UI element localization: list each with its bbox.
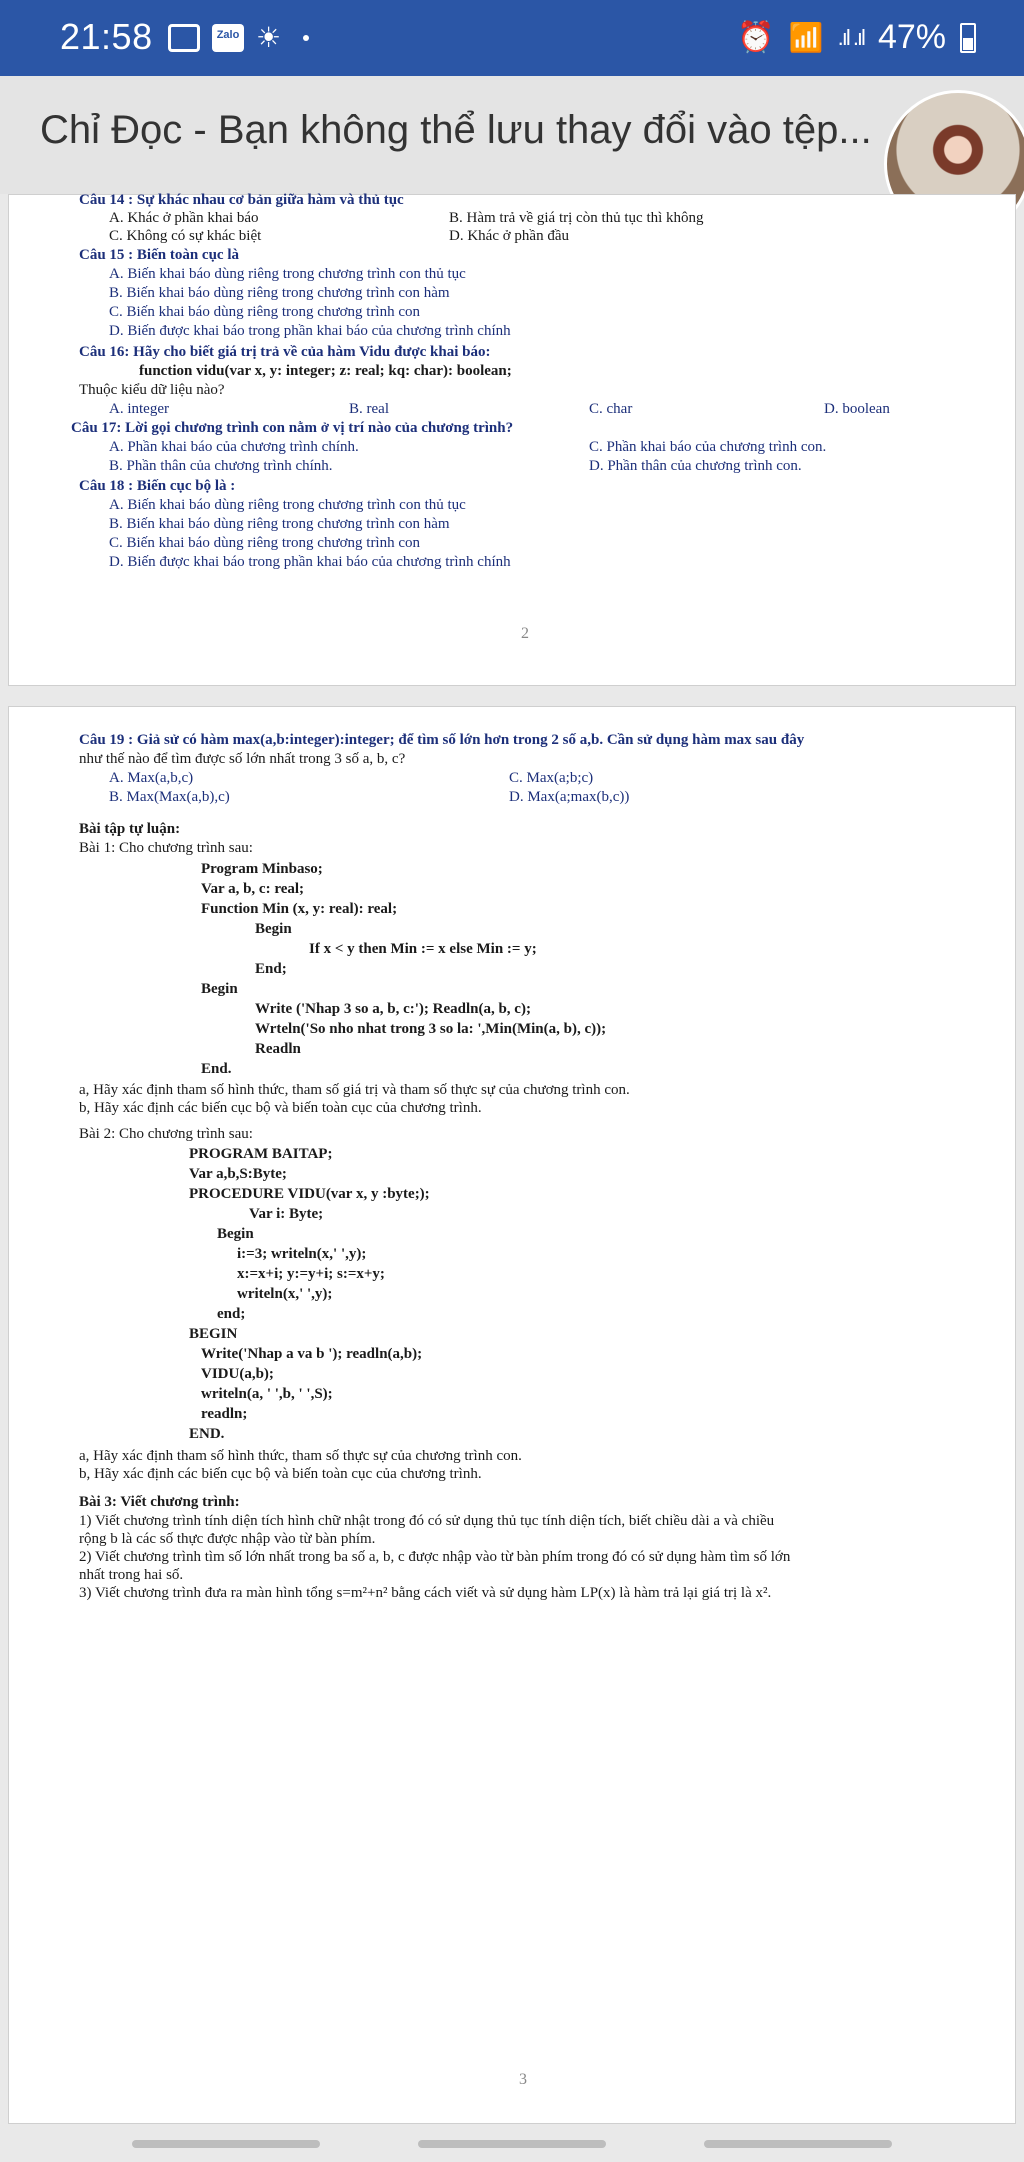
answer-option: C. Biến khai báo dùng riêng trong chương trình con (109, 535, 421, 551)
section-heading: Bài tập tự luận: (79, 821, 181, 837)
question-text: Câu 19 : Giả sử có hàm max(a,b:integer):integer; để tìm số lớn hơn trong 2 số a,b. Cần sử dụng hàm max sau đây (79, 732, 805, 748)
exercise-2-heading: Bài 2: Cho chương trình sau: (79, 1126, 253, 1142)
back-button[interactable] (704, 2140, 892, 2148)
answer-option: B. Hàm trả về giá trị còn thủ tục thì không (449, 210, 704, 226)
exercise-task: nhất trong hai số. (79, 1567, 184, 1583)
question-text: Thuộc kiểu dữ liệu nào? (79, 382, 225, 398)
exercise-task: rộng b là các số thực được nhập vào từ bàn phím. (79, 1531, 376, 1547)
recent-apps-button[interactable] (132, 2140, 320, 2148)
code-line: i:=3; writeln(x,' ',y); (237, 1246, 367, 1262)
answer-option: B. Phần thân của chương trình chính. (109, 458, 333, 474)
answer-option: C. char (589, 401, 633, 417)
code-line: end; (217, 1306, 246, 1322)
code-line: writeln(x,' ',y); (237, 1286, 333, 1302)
code-line: x:=x+i; y:=y+i; s:=x+y; (237, 1266, 385, 1282)
weather-icon: ☀ (256, 22, 282, 53)
question-15: Câu 15 : Biến toàn cục là (79, 247, 240, 263)
code-line: Program Minbaso; (201, 861, 323, 877)
document-title[interactable]: Chỉ Đọc - Bạn không thể lưu thay đổi vào tệp... (40, 108, 872, 152)
answer-option: D. boolean (824, 401, 890, 417)
exercise-3-heading: Bài 3: Viết chương trình: (79, 1494, 240, 1510)
page-number: 3 (519, 2071, 527, 2088)
zalo-icon: Zalo (212, 24, 244, 52)
exercise-task: 1) Viết chương trình tính diện tích hình chữ nhật trong đó có sử dụng thủ tục tính diện tích, biết chiều dài a và chiều (79, 1513, 775, 1529)
battery-percent: 47% (877, 18, 946, 56)
answer-option: B. Max(Max(a,b),c) (109, 789, 230, 805)
code-line: END. (189, 1426, 225, 1442)
exercise-task: 2) Viết chương trình tìm số lớn nhất trong ba số a, b, c được nhập vào từ bàn phím trong đó có sử dụng hàm tìm số lớn (79, 1549, 791, 1565)
exercise-1-heading: Bài 1: Cho chương trình sau: (79, 840, 253, 856)
code-line: Function Min (x, y: real): real; (201, 901, 398, 917)
code-line: Readln (255, 1041, 301, 1057)
answer-option: C. Biến khai báo dùng riêng trong chương trình con (109, 304, 421, 320)
code-line: Var i: Byte; (249, 1206, 324, 1222)
question-14: Câu 14 : Sự khác nhau cơ bản giữa hàm và thủ tục (79, 192, 404, 208)
exercise-question: a, Hãy xác định tham số hình thức, tham số giá trị và tham số thực sự của chương trình con. (79, 1082, 630, 1098)
code-line: Write ('Nhap 3 so a, b, c:'); Readln(a, b, c); (255, 1001, 531, 1017)
code-line: PROCEDURE VIDU(var x, y :byte;); (189, 1186, 430, 1202)
code-line: function vidu(var x, y: integer; z: real; kq: char): boolean; (139, 363, 512, 379)
answer-option: A. Khác ở phần khai báo (109, 210, 259, 226)
code-line: End; (255, 961, 287, 977)
exercise-question: b, Hãy xác định các biến cục bộ và biến toàn cục của chương trình. (79, 1466, 482, 1482)
more-notifications-dot (303, 35, 309, 41)
answer-option: C. Max(a;b;c) (509, 770, 594, 786)
answer-option: D. Khác ở phần đầu (449, 228, 569, 244)
navigation-bar (0, 2124, 1024, 2162)
answer-option: D. Biến được khai báo trong phần khai báo của chương trình chính (109, 323, 511, 339)
code-line: Var a,b,S:Byte; (189, 1166, 287, 1182)
signal-icon: .ıl .ıl (837, 24, 864, 50)
system-icons (737, 18, 976, 57)
code-line: Var a, b, c: real; (201, 881, 305, 897)
answer-option: C. Không có sự khác biệt (109, 228, 262, 244)
document-page-3 (8, 706, 1016, 2124)
exercise-question: a, Hãy xác định tham số hình thức, tham số thực sự của chương trình con. (79, 1448, 522, 1464)
status-time: 21:58 (60, 16, 153, 57)
code-line: VIDU(a,b); (201, 1366, 274, 1382)
code-line: readln; (201, 1406, 248, 1422)
code-line: writeln(a, ' ',b, ' ',S); (201, 1386, 333, 1402)
exercise-question: b, Hãy xác định các biến cục bộ và biến toàn cục của chương trình. (79, 1100, 482, 1116)
question-text: như thế nào để tìm được số lớn nhất trong 3 số a, b, c? (79, 751, 406, 767)
status-bar (0, 0, 1024, 76)
code-line: Begin (217, 1226, 254, 1242)
answer-option: B. real (349, 401, 389, 417)
code-line: PROGRAM BAITAP; (189, 1146, 333, 1162)
answer-option: D. Biến được khai báo trong phần khai báo của chương trình chính (109, 554, 511, 570)
code-line: Write('Nhap a va b '); readln(a,b); (201, 1346, 423, 1362)
answer-option: A. Biến khai báo dùng riêng trong chương trình con thủ tục (109, 497, 466, 513)
document-page-2 (8, 194, 1016, 686)
page-number: 2 (521, 625, 529, 642)
question-19 (79, 731, 804, 750)
home-button[interactable] (418, 2140, 606, 2148)
question-17: Câu 17: Lời gọi chương trình con nằm ở vị trí nào của chương trình? (71, 420, 514, 436)
answer-option: B. Biến khai báo dùng riêng trong chương trình con hàm (109, 516, 450, 532)
code-line: If x < y then Min := x else Min := y; (309, 941, 537, 957)
answer-option: D. Phần thân của chương trình con. (589, 458, 802, 474)
answer-option: A. Phần khai báo của chương trình chính. (109, 439, 359, 455)
code-line: BEGIN (189, 1326, 238, 1342)
wifi-icon: 📶 (788, 22, 824, 53)
answer-option: A. Biến khai báo dùng riêng trong chương trình con thủ tục (109, 266, 466, 282)
answer-option: D. Max(a;max(b,c)) (509, 789, 630, 805)
answer-option: C. Phần khai báo của chương trình con. (589, 439, 827, 455)
gallery-icon (168, 24, 200, 52)
code-line: Begin (255, 921, 292, 937)
read-only-banner (0, 76, 1024, 194)
battery-icon (960, 23, 976, 53)
alarm-icon: ⏰ (737, 21, 775, 54)
code-line: Wrteln('So nho nhat trong 3 so la: ',Min(Min(a, b), c)); (255, 1021, 607, 1037)
code-line: Begin (201, 981, 238, 997)
question-18: Câu 18 : Biến cục bộ là : (79, 478, 236, 494)
answer-option: A. Max(a,b,c) (109, 770, 194, 786)
question-16: Câu 16: Hãy cho biết giá trị trả về của hàm Vidu được khai báo: (79, 344, 491, 360)
exercise-task: 3) Viết chương trình đưa ra màn hình tổng s=m²+n² bằng cách viết và sử dụng hàm LP(x) là hàm trả lại giá trị là x². (79, 1585, 772, 1601)
answer-option: A. integer (109, 401, 169, 417)
code-line: End. (201, 1061, 232, 1077)
notification-icons (168, 24, 309, 52)
answer-option: B. Biến khai báo dùng riêng trong chương trình con hàm (109, 285, 450, 301)
